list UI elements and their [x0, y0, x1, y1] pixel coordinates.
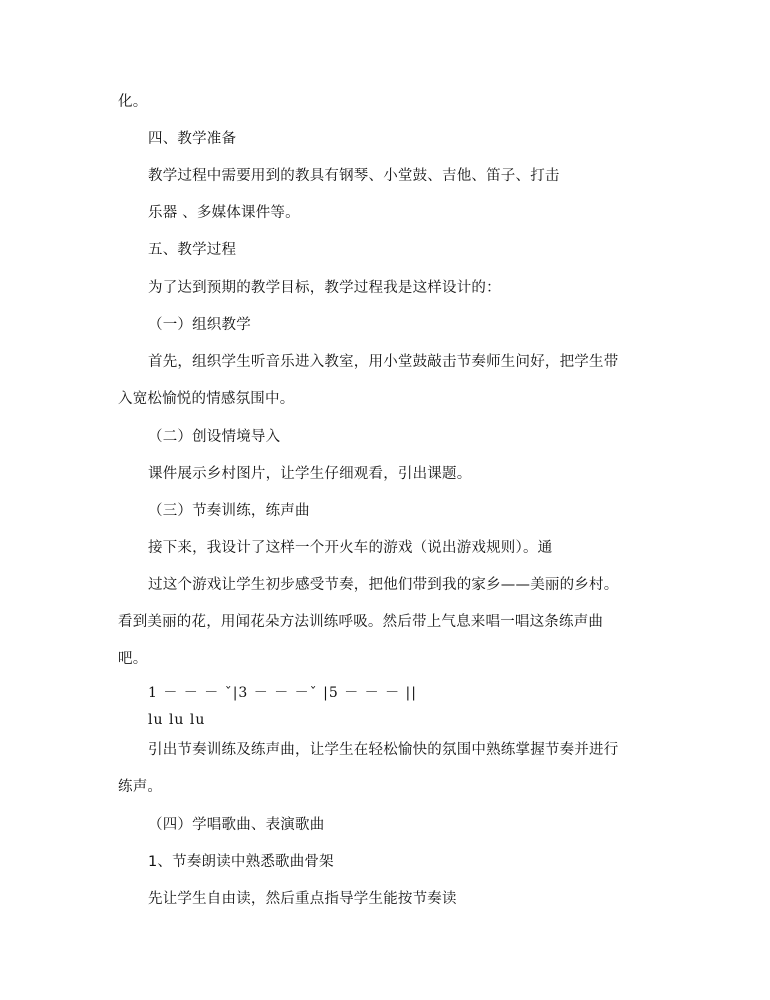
text-line: 教学过程中需要用到的教具有钢琴、小堂鼓、吉他、笛子、打击	[148, 168, 560, 184]
text-line: 先让学生自由读，然后重点指导学生能按节奏读	[148, 891, 457, 907]
text-line: 课件展示乡村图片，让学生仔细观看，引出课题。	[148, 466, 472, 482]
subsection-heading-organize: （一）组织教学	[148, 317, 251, 333]
music-notation: 1 － － － ˇ|3 － － －ˇ |5 － － － ||	[148, 685, 417, 701]
text-line: 练声。	[118, 779, 163, 795]
text-line: 接下来，我设计了这样一个开火车的游戏（说出游戏规则）。通	[148, 540, 553, 556]
section-heading-process: 五、教学过程	[148, 242, 237, 258]
subsection-heading-learn-song: （四）学唱歌曲、表演歌曲	[148, 817, 325, 833]
text-line: 引出节奏训练及练声曲，让学生在轻松愉快的氛围中熟练掌握节奏并进行	[148, 742, 619, 758]
subsection-heading-rhythm: （三）节奏训练，练声曲	[148, 503, 310, 519]
lyrics-line: lu lu lu	[148, 712, 206, 728]
text-line: 过这个游戏让学生初步感受节奏，把他们带到我的家乡——美丽的乡村。	[148, 577, 619, 593]
text-line: 吧。	[118, 651, 148, 667]
text-line: 首先，组织学生听音乐进入教室，用小堂鼓敲击节奏师生问好，把学生带	[148, 354, 619, 370]
text-line: 乐器 、多媒体课件等。	[148, 205, 300, 221]
text-line: 看到美丽的花，用闻花朵方法训练呼吸。然后带上气息来唱一唱这条练声曲	[118, 614, 604, 630]
text-line: 为了达到预期的教学目标，教学过程我是这样设计的：	[148, 280, 501, 296]
text-line: 入宽松愉悦的情感氛围中。	[118, 391, 295, 407]
text-line-continuation: 化。	[118, 94, 148, 110]
numbered-item: 1、节奏朗读中熟悉歌曲骨架	[148, 854, 334, 870]
subsection-heading-context: （二）创设情境导入	[148, 429, 281, 445]
section-heading-preparation: 四、教学准备	[148, 131, 237, 147]
